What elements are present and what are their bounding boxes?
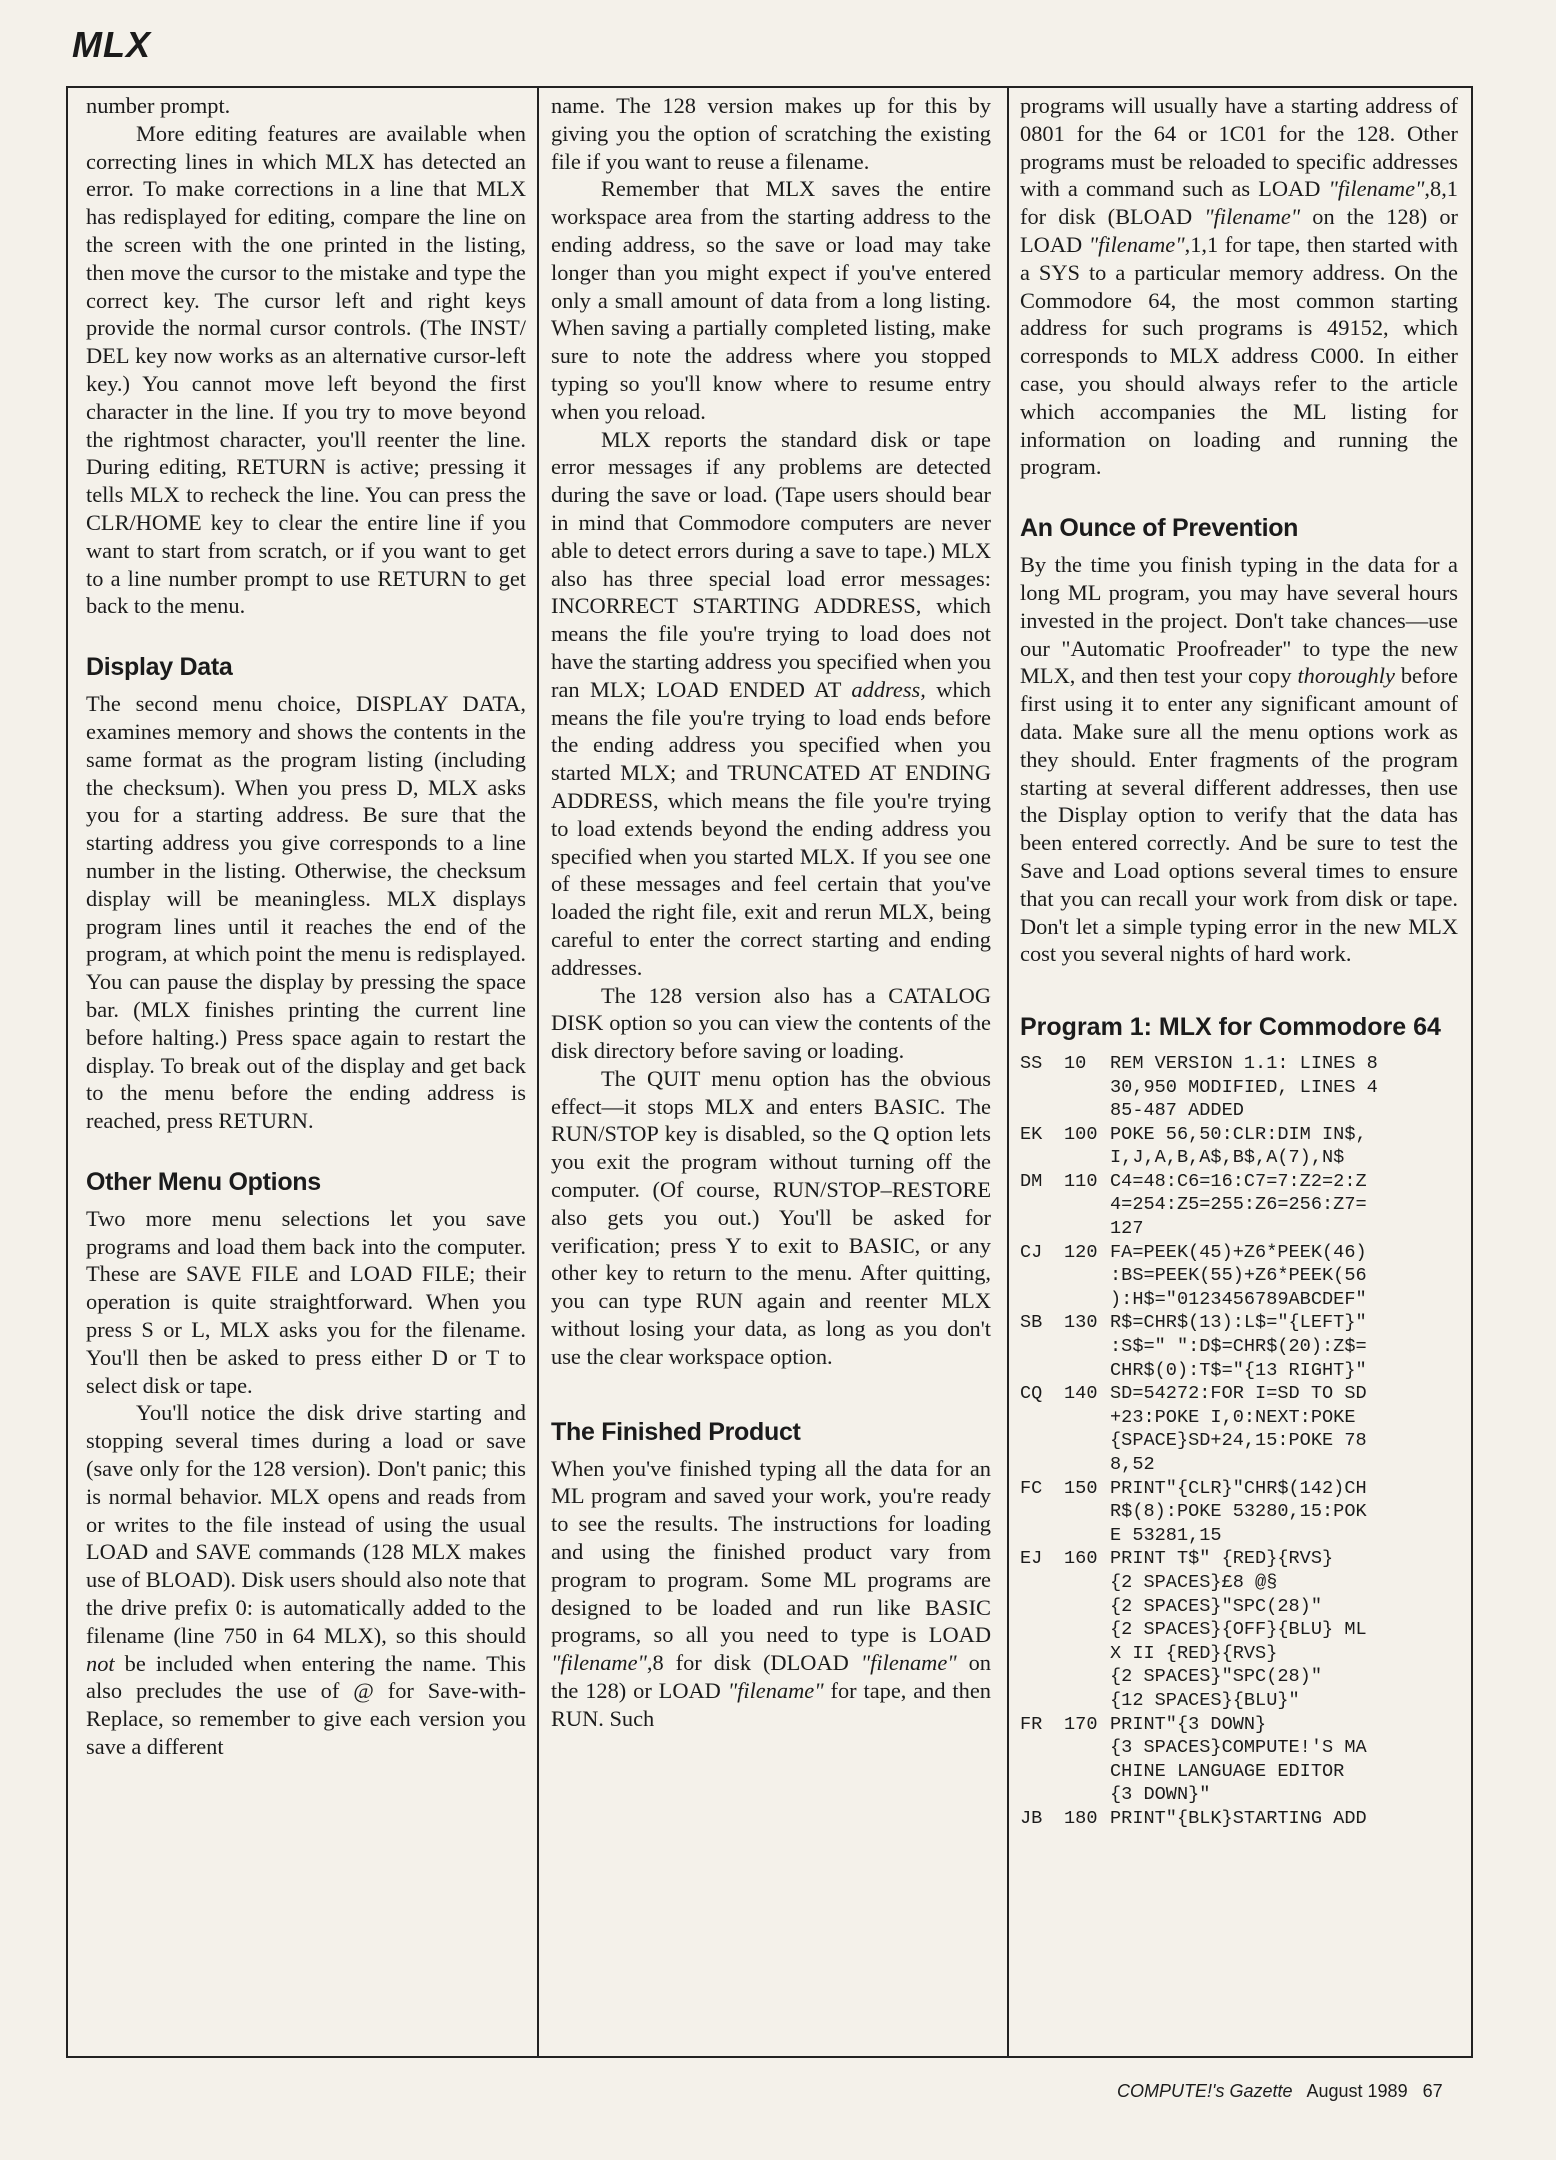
page-footer xyxy=(1117,2081,1443,2102)
listing-line-number: 160 xyxy=(1064,1548,1098,1570)
listing-line xyxy=(1020,1241,1458,1265)
column-1 xyxy=(86,92,526,1761)
listing-code: POKE 56,50:CLR:DIM IN$, xyxy=(1110,1123,1367,1145)
paragraph: name. The 128 version makes up for this by giving you the option of scratching the existing file if you want to reuse a filename. xyxy=(551,93,991,174)
listing-line xyxy=(1020,1807,1458,1831)
listing-line: {12 SPACES}{BLU}" xyxy=(1110,1689,1300,1711)
paragraph: You'll notice the disk drive starting and stopping several times during a load or save (save only for the 128 version). Don't panic; this is normal behavior. MLX opens and reads from or writes to the file instead of using the usual LOAD and SAVE commands (128 MLX makes use of BLOAD). Disk users should also note that the drive prefix 0: is automatically added to the filename (line 750 in 64 MLX), so this should not be included when entering the name. This also precludes the use of @ for Save-with-Replace, so remember to give each version you save a different xyxy=(86,1400,526,1760)
paragraph: MLX reports the standard disk or tape error messages if any problems are detected during the save or load. (Tape users should bear in mind that Commodore computers are never able to detect errors during a save to tape.) MLX also has three special load error messages: INCORRECT STARTING ADDRESS, which means the file you're trying to load does not have the starting address you specified when you ran MLX; LOAD ENDED AT address, which means the file you're trying to load ends before the ending address you specified when you started MLX; and TRUNCATED AT ENDING ADDRESS, which means the file you're trying to load extends beyond the ending address you specified when you started MLX. If you see one of these messages and feel certain that you've loaded the right file, exit and rerun MLX, being careful to enter the correct starting and ending addresses. xyxy=(551,426,991,980)
paragraph: When you've finished typing all the data for an ML program and saved your work, you're ready to see the results. The instructions for loading and using the finished product vary from program to program. Some ML programs are designed to be loaded and run like BASIC programs, so all you need to type is LOAD "filename",8 for disk (DLOAD "filename" on the 128) or LOAD "filename" for tape, and then RUN. Such xyxy=(551,1455,991,1731)
column-3 xyxy=(1020,92,1458,1831)
listing-line-number: 140 xyxy=(1064,1383,1098,1405)
listing-line: E 53281,15 xyxy=(1110,1524,1222,1546)
listing-checksum: EK xyxy=(1020,1123,1043,1145)
listing-line: I,J,A,B,A$,B$,A(7),N$ xyxy=(1110,1147,1345,1169)
paragraph: programs will usually have a starting address of 0801 for the 64 or 1C01 for the 128. Other programs must be reloaded to specific addresses with a command such as LOAD "filename",8,1 for disk (BLOAD "filename" on the 128) or LOAD "filename",1,1 for tape, then started with a SYS to a particular memory address. On the Commodore 64, the most common starting address for such programs is 49152, which corresponds to MLX address C000. In either case, you should always refer to the article which accompanies the ML listing for information on loading and running the program. xyxy=(1020,93,1458,480)
listing-line-number: 120 xyxy=(1064,1241,1098,1263)
paragraph: By the time you finish typing in the data for a long ML program, you may have several hours invested in the project. Don't take chances—use our "Automatic Proofreader" to type the new MLX, and then test your copy thoroughly before first using it to enter any significant amount of data. Make sure all the menu options work as they should. Enter fragments of the program starting at several different addresses, then use the Display option to verify that the data has been entered correctly. And be sure to test the Save and Load options several times to ensure that you can recall your work from disk or tape. Don't let a simple typing error in the new MLX cost you several nights of hard work. xyxy=(1020,552,1458,967)
listing-line: :S$=" ":D$=CHR$(20):Z$= xyxy=(1110,1336,1367,1358)
listing-line xyxy=(1020,1170,1458,1194)
listing-line: {2 SPACES}{OFF}{BLU} ML xyxy=(1110,1619,1367,1641)
paragraph: More editing features are available when correcting lines in which MLX has detected an error. To make corrections in a line that MLX has redisplayed for editing, compare the line on the screen with the one printed in the listing, then move the cursor to the mistake and type the correct key. The cursor left and right keys provide the normal cursor controls. (The INST/ DEL key now works as an alternative cursor-left key.) You cannot move left beyond the first character in the line. If you try to move beyond the rightmost character, you'll reenter the line. During editing, RETURN is active; pressing it tells MLX to recheck the line. You can press the CLR/HOME key to clear the entire line if you want to start from scratch, or if you want to get to a line number prompt to use RETURN to get back to the menu. xyxy=(86,120,526,619)
listing-line: 127 xyxy=(1110,1218,1144,1240)
footer-issue: August 1989 xyxy=(1306,2081,1408,2101)
listing-line xyxy=(1020,1477,1458,1501)
section-heading-finished-product: The Finished Product xyxy=(551,1417,801,1446)
paragraph: Two more menu selections let you save programs and load them back into the computer. These are SAVE FILE and LOAD FILE; their operation is quite straightforward. When you press S or L, MLX asks you for the filename. You'll then be asked to press either D or T to select disk or tape. xyxy=(86,1205,526,1398)
listing-code: PRINT T$" {RED}{RVS} xyxy=(1110,1548,1334,1570)
listing-line: +23:POKE I,0:NEXT:POKE xyxy=(1110,1406,1356,1428)
section-header: MLX xyxy=(72,24,151,65)
section-heading-ounce-of-prevention: An Ounce of Prevention xyxy=(1020,514,1299,543)
listing-line: {3 SPACES}COMPUTE!'S MA xyxy=(1110,1737,1367,1759)
listing-line: 4=254:Z5=255:Z6=256:Z7= xyxy=(1110,1194,1367,1216)
listing-line: :BS=PEEK(55)+Z6*PEEK(56 xyxy=(1110,1265,1367,1287)
paragraph: Remember that MLX saves the entire workspace area from the starting address to the ending address, so the save or load may take longer than you might expect if you've entered only a small amount of data from a long listing. When saving a partially completed listing, make sure to note the address where you stopped typing so you'll know where to resume entry when you reload. xyxy=(551,176,991,424)
listing-line-number: 100 xyxy=(1064,1123,1098,1145)
listing-checksum: DM xyxy=(1020,1170,1043,1192)
paragraph: number prompt. xyxy=(86,93,231,118)
listing-code: PRINT"{BLK}STARTING ADD xyxy=(1110,1807,1367,1829)
column-2 xyxy=(551,92,991,1733)
footer-magazine: COMPUTE!'s Gazette xyxy=(1117,2081,1293,2101)
listing-line-number: 180 xyxy=(1064,1807,1098,1829)
listing-line: CHR$(0):T$="{13 RIGHT}" xyxy=(1110,1359,1367,1381)
listing-code: SD=54272:FOR I=SD TO SD xyxy=(1110,1383,1367,1405)
footer-page-number: 67 xyxy=(1422,2081,1443,2101)
listing-checksum: SB xyxy=(1020,1312,1043,1334)
listing-code: C4=48:C6=16:C7=7:Z2=2:Z xyxy=(1110,1170,1367,1192)
listing-checksum: FR xyxy=(1020,1713,1043,1735)
listing-line: X II {RED}{RVS} xyxy=(1110,1642,1278,1664)
listing-checksum: CJ xyxy=(1020,1241,1043,1263)
listing-line-number: 170 xyxy=(1064,1713,1098,1735)
listing-line xyxy=(1020,1052,1458,1076)
paragraph: The 128 version also has a CATALOG DISK option so you can view the contents of the disk directory before saving or loading. xyxy=(551,982,991,1064)
column-divider-2 xyxy=(1007,86,1009,2058)
program-listing-caption: Program 1: MLX for Commodore 64 xyxy=(1020,1013,1441,1042)
listing-line: {2 SPACES}"SPC(28)" xyxy=(1110,1595,1323,1617)
listing-checksum: JB xyxy=(1020,1807,1043,1829)
listing-line: ):H$="0123456789ABCDEF" xyxy=(1110,1288,1367,1310)
listing-checksum: SS xyxy=(1020,1052,1043,1074)
listing-line xyxy=(1020,1382,1458,1406)
listing-line: {2 SPACES}£8 @§ xyxy=(1110,1571,1278,1593)
listing-checksum: CQ xyxy=(1020,1383,1043,1405)
column-divider-1 xyxy=(537,86,539,2058)
listing-line-number: 150 xyxy=(1064,1477,1098,1499)
listing-checksum: FC xyxy=(1020,1477,1043,1499)
listing-line: CHINE LANGUAGE EDITOR xyxy=(1110,1760,1345,1782)
listing-line: R$(8):POKE 53280,15:POK xyxy=(1110,1501,1367,1523)
listing-line: 85-487 ADDED xyxy=(1110,1100,1244,1122)
listing-line: {2 SPACES}"SPC(28)" xyxy=(1110,1666,1323,1688)
listing-line: 30,950 MODIFIED, LINES 4 xyxy=(1110,1076,1378,1098)
listing-code: PRINT"{3 DOWN} xyxy=(1110,1713,1267,1735)
listing-line xyxy=(1020,1311,1458,1335)
listing-line-number: 130 xyxy=(1064,1312,1098,1334)
listing-code: FA=PEEK(45)+Z6*PEEK(46) xyxy=(1110,1241,1367,1263)
listing-line xyxy=(1020,1547,1458,1571)
listing-checksum: EJ xyxy=(1020,1548,1043,1570)
section-heading-display-data: Display Data xyxy=(86,653,233,682)
listing-code: PRINT"{CLR}"CHR$(142)CH xyxy=(1110,1477,1367,1499)
listing-line-number: 110 xyxy=(1064,1170,1098,1192)
listing-line: 8,52 xyxy=(1110,1454,1155,1475)
paragraph: The QUIT menu option has the obvious effect—it stops MLX and enters BASIC. The RUN/STOP key is disabled, so the Q option lets you exit the program without turning off the computer. (Of course, RUN/STOP–RESTORE also gets you out.) You'll be asked for verification; press Y to exit to BASIC, or any other key to return to the menu. After quitting, you can type RUN again and reenter MLX without losing your data, as long as you don't use the clear workspace option. xyxy=(551,1065,991,1369)
section-heading-other-menu-options: Other Menu Options xyxy=(86,1167,321,1196)
listing-line: {3 DOWN}" xyxy=(1110,1784,1211,1806)
listing-line: {SPACE}SD+24,15:POKE 78 xyxy=(1110,1430,1367,1452)
listing-code: R$=CHR$(13):L$="{LEFT}" xyxy=(1110,1312,1367,1334)
listing-code: REM VERSION 1.1: LINES 8 xyxy=(1110,1052,1378,1074)
program-listing xyxy=(1020,1052,1458,1831)
listing-line xyxy=(1020,1123,1458,1147)
listing-line-number: 10 xyxy=(1064,1052,1087,1074)
paragraph: The second menu choice, DISPLAY DATA, examines memory and shows the contents in the same format as the program listing (including the checksum). When you press D, MLX asks you for a starting address. Be sure that the starting address you give corresponds to a line number in the listing. Otherwise, the checksum display will be meaningless. MLX displays program lines until it reaches the end of the program, at which point the menu is redisplayed. You can pause the display by pressing the space bar. (MLX finishes printing the current line before halting.) Press space again to restart the display. To break out of the display and get back to the menu before the ending address is reached, press RETURN. xyxy=(86,691,526,1134)
listing-line xyxy=(1020,1713,1458,1737)
